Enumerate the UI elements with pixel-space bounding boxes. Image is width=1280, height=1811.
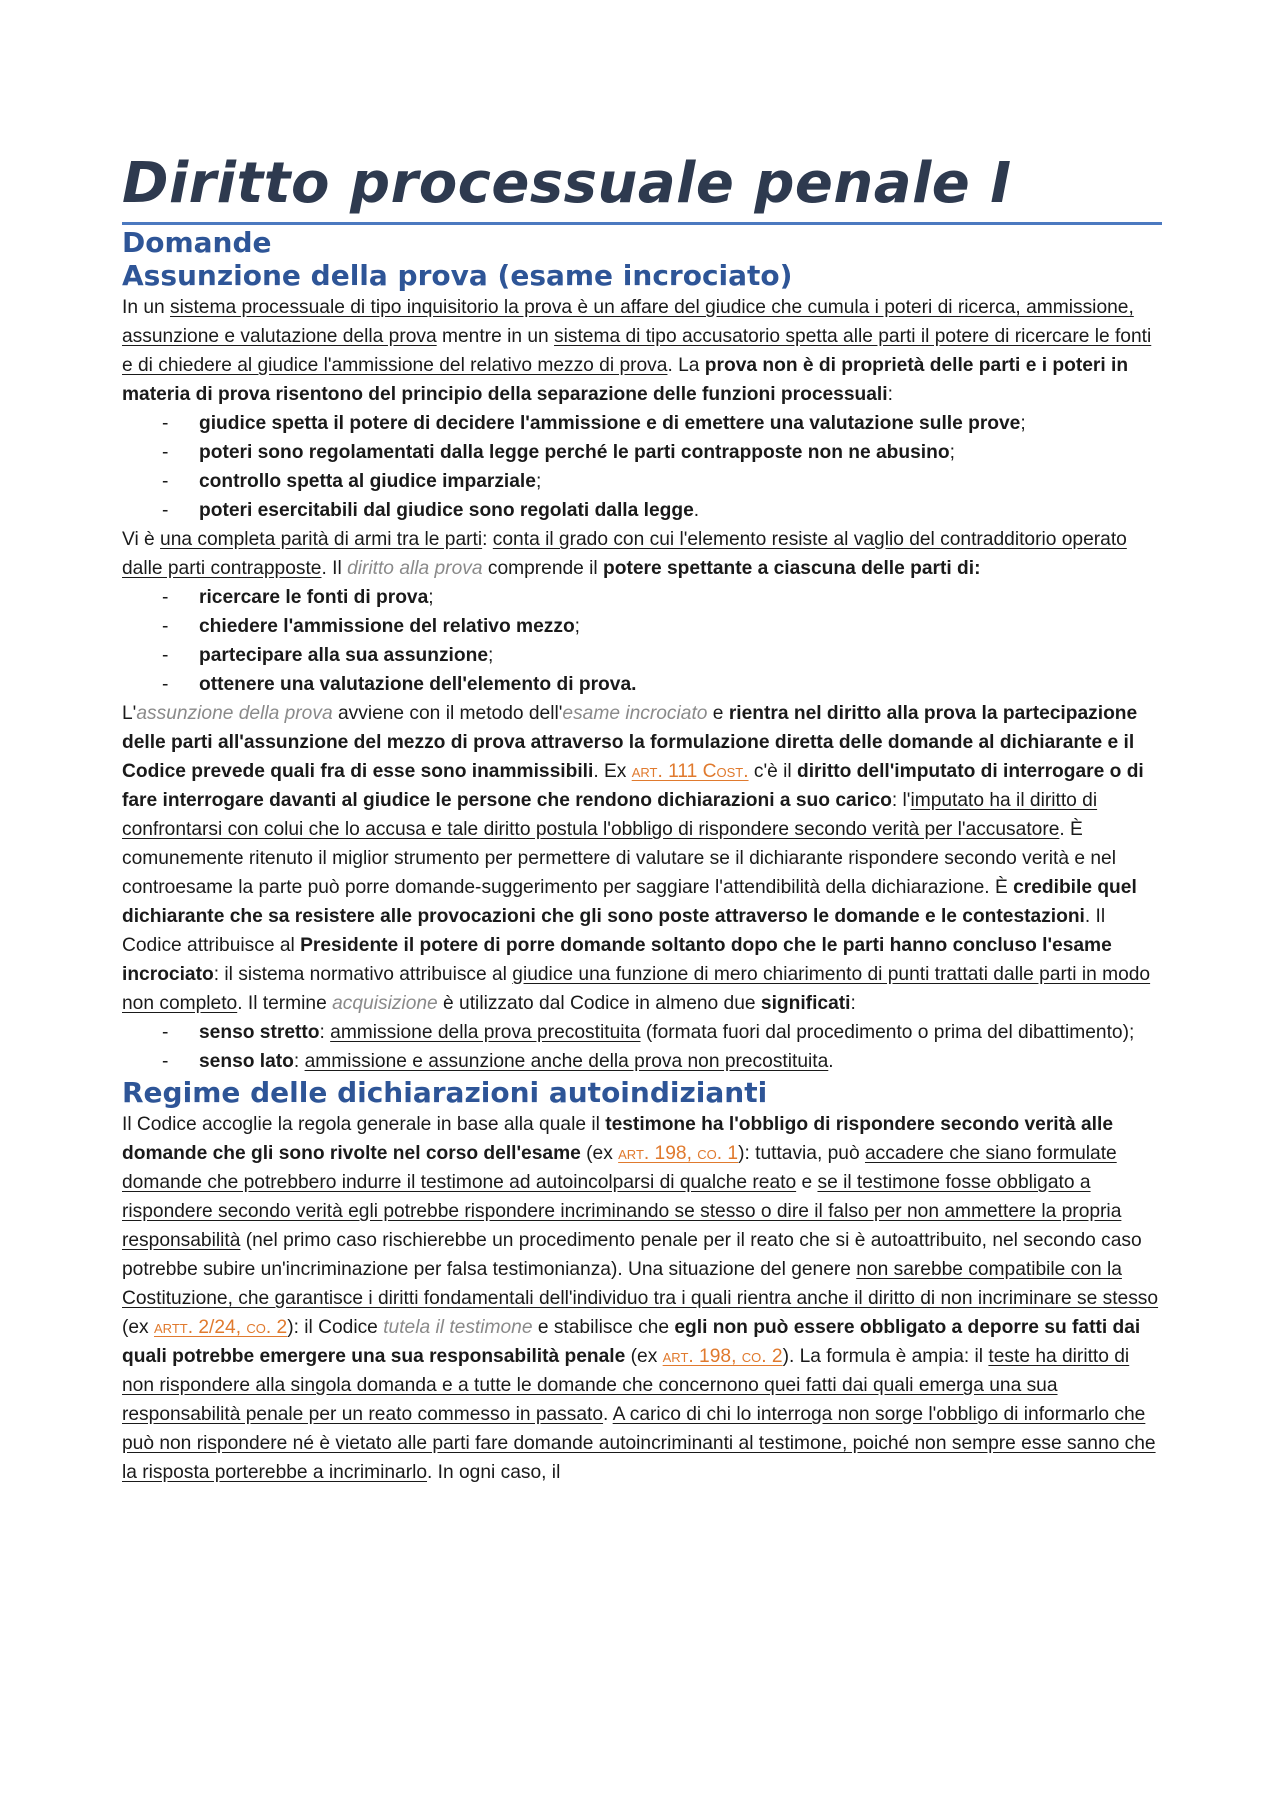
article-reference-link[interactable]: art. 198, co. 1 [618, 1143, 739, 1164]
underlined-text: sistema di tipo accusatorio spetta alle parti il potere di ricercare le fonti e di chiedere al giudice l'ammissione del relativo mezzo di prova [122, 326, 1152, 376]
paragraph-parita-armi [122, 525, 1162, 583]
text-span: (ex [625, 1346, 663, 1367]
section-heading-regime: Regime delle dichiarazioni autoindizianti [122, 1076, 768, 1109]
text-span: . Ex [593, 761, 632, 782]
text-span: comprende il [482, 558, 604, 579]
bold-text: senso lato [199, 1051, 294, 1072]
text-span: ; [1020, 413, 1026, 434]
bold-text: significati [760, 993, 851, 1014]
document-page [122, 150, 1162, 1487]
bold-text: . [631, 674, 637, 695]
text-span: (nel primo caso rischierebbe un procedimento penale per il reato che si è autoattribuito, nel secondo caso potrebbe subire un'incriminazione per falsa testimonianza). Una situazione del genere [122, 1230, 1142, 1280]
bold-text: ottenere una valutazione dell'elemento di prova [199, 674, 632, 695]
text-span: (ex [580, 1143, 619, 1164]
text-span: Il Codice accoglie la regola generale in base alla quale il [122, 1114, 606, 1135]
underlined-text: accadere che siano formulate domande che potrebbero indurre il testimone ad autoincolparsi di qualche reato [122, 1143, 1117, 1193]
text-span: è utilizzato dal Codice in almeno due [437, 993, 761, 1014]
underlined-text: ammissione della prova precostituita [330, 1022, 641, 1043]
bold-text: potere spettante a ciascuna delle parti di [603, 558, 975, 579]
text-span: . Il [321, 558, 348, 579]
italic-term: diritto alla prova [347, 558, 483, 579]
list-item [122, 641, 1162, 670]
text-span: ; [949, 442, 955, 463]
text-span: e stabilisce che [532, 1317, 675, 1338]
text-span: ; [574, 616, 581, 637]
paragraph-sistemi-processuali [122, 293, 1162, 409]
text-span: : [319, 1022, 331, 1043]
underlined-text: non sarebbe compatibile con la Costituzione, che garantisce i diritti fondamentali dell'individuo tra i quali rientra anche il diritto di non incriminare se stesso [122, 1259, 1159, 1309]
article-reference-link[interactable]: artt. 2/24, co. 2 [154, 1317, 288, 1338]
bold-text: chiedere l'ammissione del relativo mezzo [199, 616, 575, 637]
bold-text: Presidente il potere di porre domande soltanto dopo che le parti hanno concluso l'esame incrociato [122, 935, 1112, 985]
text-span: . Il Codice attribuisce al [122, 906, 1106, 956]
paragraph-esame-incrociato [122, 699, 1162, 1018]
bold-text: credibile quel dichiarante che sa resistere alle provocazioni che gli sono poste attraverso le domande e le contestazioni [122, 877, 1137, 927]
bold-text: testimone ha l'obbligo di rispondere secondo verità alle domande che gli sono rivolte nel corso dell'esame [122, 1114, 1114, 1164]
underlined-text: imputato ha il diritto di confrontarsi con colui che lo accusa e tale diritto postula l'obbligo di rispondere secondo verità per l'accusatore [122, 790, 1098, 840]
list-item [122, 612, 1162, 641]
bold-text: controllo spetta al giudice imparziale [199, 471, 536, 492]
list-diritto-prova [122, 583, 1162, 699]
paragraph-dichiarazioni-autoindizianti [122, 1110, 1162, 1487]
text-span: Vi è [122, 529, 161, 550]
text-span: . È comunemente ritenuto il miglior strumento per permettere di valutare se il dichiarante rispondere secondo verità e nel controesame la parte può porre domande-suggerimento per saggiare l'attendibilità della dichiarazione. È [122, 819, 1116, 898]
text-span: : il sistema normativo attribuisce al [213, 964, 513, 985]
text-span: c'è il [748, 761, 797, 782]
underlined-text: giudice una funzione di mero chiarimento di punti trattati dalle parti in modo non completo [122, 964, 1151, 1014]
text-span: ; [535, 471, 542, 492]
text-span: : [850, 993, 856, 1014]
list-item [122, 467, 1162, 496]
underlined-text: una completa parità di armi tra le parti [160, 529, 483, 550]
italic-term: assunzione della prova [136, 703, 333, 724]
bold-text: prova non è di proprietà delle parti e i poteri in materia di prova risentono del principio della separazione delle funzioni processuali [122, 355, 1129, 405]
italic-term: esame incrociato [562, 703, 708, 724]
text-span: : l' [891, 790, 911, 811]
text-span: : [887, 384, 893, 405]
text-span: In un [122, 297, 171, 318]
bold-text: diritto dell'imputato di interrogare o di fare interrogare davanti al giudice le persone che rendono dichiarazioni a suo carico [122, 761, 1144, 811]
underlined-text: se il testimone fosse obbligato a rispondere secondo verità egli potrebbe rispondere incriminando se stesso o dire il falso per non ammettere la propria responsabilità [122, 1172, 1122, 1251]
underlined-text: A carico di chi lo interroga non sorge l'obbligo di informarlo che può non rispondere né è vietato alle parti fare domande autoincriminanti al testimone, poiché non sempre esse sanno che la risposta porterebbe a incriminarlo [122, 1404, 1156, 1483]
list-acquisizione [122, 1018, 1162, 1076]
text-span: ): il Codice [287, 1317, 384, 1338]
article-reference-link[interactable]: art. 198, co. 2 [662, 1346, 783, 1367]
text-span: (formata fuori dal procedimento o prima del dibattimento); [640, 1022, 1135, 1043]
text-span: avviene con il metodo dell' [332, 703, 563, 724]
italic-term: tutela il testimone [383, 1317, 533, 1338]
list-item [122, 1047, 1162, 1076]
text-span: ; [428, 587, 434, 608]
text-span: e [707, 703, 729, 724]
list-poteri [122, 409, 1162, 525]
document-title: Diritto processuale penale I [122, 150, 1162, 225]
bold-text: poteri sono regolamentati dalla legge perché le parti contrapposte non ne abusino [199, 442, 950, 463]
text-span: mentre in un [436, 326, 555, 347]
text-span: . Il termine [237, 993, 333, 1014]
text-span: . [693, 500, 700, 521]
list-item [122, 438, 1162, 467]
text-span: . [828, 1051, 834, 1072]
bold-text: senso stretto [199, 1022, 320, 1043]
text-span: e [796, 1172, 818, 1193]
bold-text: : [974, 558, 981, 579]
bold-text: rientra nel diritto alla prova la partecipazione delle parti all'assunzione del mezzo di prova attraverso la formulazione diretta delle domande al dichiarante e il Codice prevede quali fra di esse sono inammissibili [122, 703, 1138, 782]
italic-term: acquisizione [332, 993, 438, 1014]
underlined-text: ammissione e assunzione anche della prova non precostituita [304, 1051, 829, 1072]
text-span: . La [667, 355, 705, 376]
list-item [122, 409, 1162, 438]
list-item [122, 1018, 1162, 1047]
text-span: . In ogni caso, il [427, 1462, 561, 1483]
bold-text: giudice spetta il potere di decidere l'ammissione e di emettere una valutazione sulle prove [199, 413, 1021, 434]
article-reference-link[interactable]: art. 111 Cost. [631, 761, 749, 782]
text-span: ): tuttavia, può [738, 1143, 865, 1164]
text-span: . [603, 1404, 613, 1425]
list-item [122, 496, 1162, 525]
section-heading-domande: Domande [122, 226, 272, 259]
underlined-text: teste ha diritto di non rispondere alla singola domanda e a tutte le domande che concernono quei fatti dai quali emerga una sua responsabilità penale per un reato commesso in passato [122, 1346, 1130, 1425]
text-span: L' [122, 703, 137, 724]
text-span: : [482, 529, 493, 550]
underlined-text: conta il grado con cui l'elemento resiste al vaglio del contradditorio operato dalle parti contrapposte [122, 529, 1127, 579]
underlined-text: sistema processuale di tipo inquisitorio la prova è un affare del giudice che cumula i poteri di ricerca, ammissione, assunzione e valutazione della prova [122, 297, 1134, 347]
bold-text: egli non può essere obbligato a deporre su fatti dai quali potrebbe emergere una sua responsabilità penale [122, 1317, 1141, 1367]
list-item [122, 583, 1162, 612]
bold-text: poteri esercitabili dal giudice sono regolati dalla legge [199, 500, 694, 521]
text-span: (ex [122, 1317, 154, 1338]
bold-text: ricercare le fonti di prova [199, 587, 429, 608]
section-heading-assunzione: Assunzione della prova (esame incrociato) [122, 259, 793, 292]
list-item [122, 670, 1162, 699]
text-span: : [293, 1051, 305, 1072]
bold-text: partecipare alla sua assunzione [199, 645, 489, 666]
text-span: ; [488, 645, 494, 666]
text-span: ). La formula è ampia: il [782, 1346, 989, 1367]
